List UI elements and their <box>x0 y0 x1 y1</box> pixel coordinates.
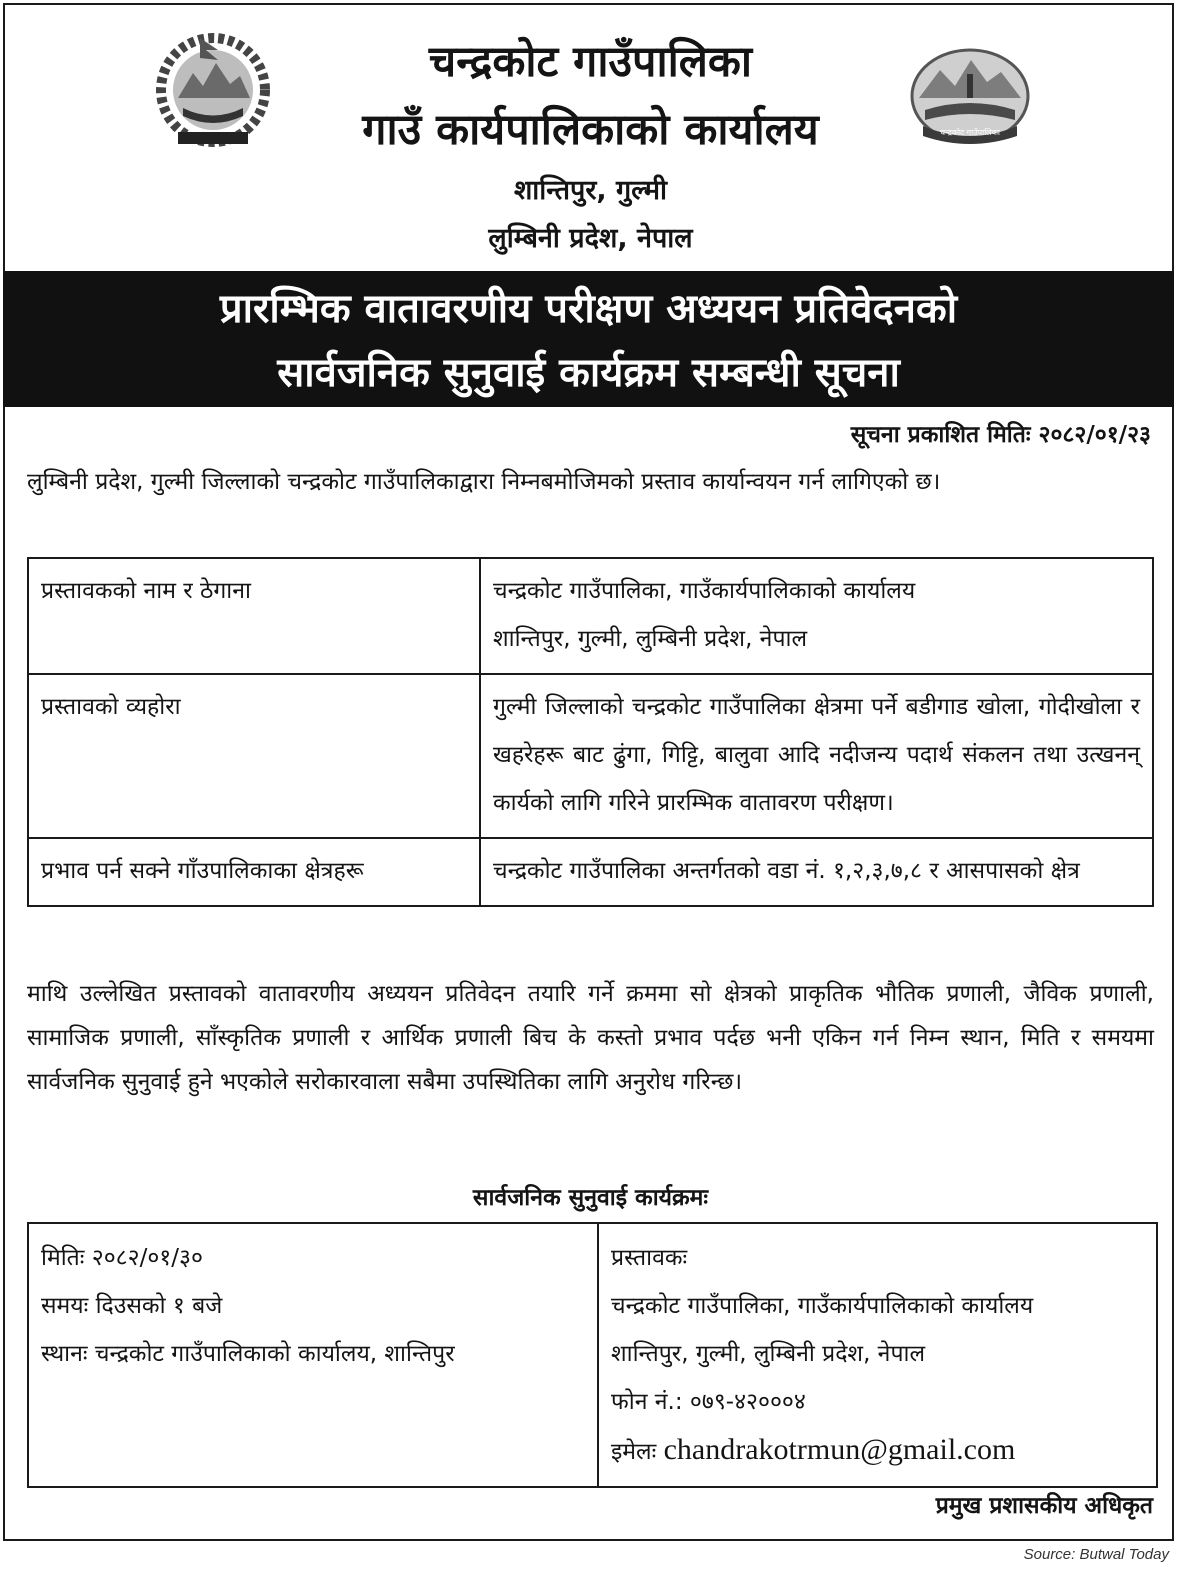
office-name: गाउँ कार्यपालिकाको कार्यालय <box>362 105 819 155</box>
source-credit: Source: Butwal Today <box>1023 1546 1169 1563</box>
intro-paragraph: लुम्बिनी प्रदेश, गुल्मी जिल्लाको चन्द्रकोट गाउँपालिकाद्वारा निम्नबमोजिमको प्रस्ताव कार्यान्वयन गर्न लागिएको छ। <box>27 469 941 495</box>
hearing-details <box>28 1223 598 1487</box>
proposer-name-line-1: चन्द्रकोट गाउँपालिका, गाउँकार्यपालिकाको कार्यालय <box>493 578 916 604</box>
proposer-name-line-2: शान्तिपुर, गुल्मी, लुम्बिनी प्रदेश, नेपाल <box>493 626 808 652</box>
proposal-subject-label: प्रस्तावको व्यहोरा <box>28 674 480 838</box>
proposal-subject-value: गुल्मी जिल्लाको चन्द्रकोट गाउँपालिका क्षेत्रमा पर्ने बडीगाड खोला, गोदीखोला र खहरेहरू बाट ढुंगा, गिट्टि, बालुवा आदि नदीजन्य पदार्थ संकलन तथा उत्खनन् कार्यको लागि गरिने प्रारम्भिक वातावरण परीक्षण। <box>480 674 1153 838</box>
proposal-table <box>27 557 1154 907</box>
hearing-time: समयः दिउसको १ बजे <box>41 1293 223 1319</box>
table-row <box>28 674 1153 838</box>
hearing-schedule-table <box>27 1222 1158 1488</box>
hearing-schedule-title: सार्वजनिक सुनुवाई कार्यक्रमः <box>472 1185 709 1211</box>
email-address[interactable]: chandrakotrmun@gmail.com <box>663 1433 1016 1466</box>
body-paragraph: माथि उल्लेखित प्रस्तावको वातावरणीय अध्ययन प्रतिवेदन तयारि गर्ने क्रममा सो क्षेत्रको प्राकृतिक भौतिक प्रणाली, जैविक प्रणाली, सामाजिक प्रणाली, साँस्कृतिक प्रणाली र आर्थिक प्रणाली बिच के कस्तो प्रभाव पर्दछ भनी एकिन गर्न निम्न स्थान, मिति र समयमा सार्वजनिक सुनुवाई हुने भएकोले सरोकारवाला सबैमा उपस्थितिका लागि अनुरोध गरिन्छ। <box>27 981 1154 1095</box>
address-line-1: शान्तिपुर, गुल्मी <box>513 175 668 206</box>
address-line-2: लुम्बिनी प्रदेश, नेपाल <box>488 223 693 254</box>
notice-title-line-1: प्रारम्भिक वातावरणीय परीक्षण अध्ययन प्रतिवेदनको <box>219 286 958 332</box>
affected-areas-value: चन्द्रकोट गाउँपालिका अन्तर्गतको वडा नं. १,२,३,७,८ र आसपासको क्षेत्र <box>480 838 1153 906</box>
hearing-date: मितिः २०८२/०१/३० <box>41 1245 203 1271</box>
proposer-name-value <box>480 558 1153 674</box>
table-row <box>28 838 1153 906</box>
proposer-name-label: प्रस्तावकको नाम र ठेगाना <box>28 558 480 674</box>
municipality-logo-caption: चन्द्रकोट गाउँपालिका <box>940 128 1000 137</box>
table-row <box>28 558 1153 674</box>
proposer-email-row <box>611 1426 1144 1476</box>
proposer-label: प्रस्तावकः <box>611 1245 688 1271</box>
proposer-line-2: शान्तिपुर, गुल्मी, लुम्बिनी प्रदेश, नेपाल <box>611 1341 926 1367</box>
notice-title-banner <box>3 271 1174 407</box>
notice-title-line-2: सार्वजनिक सुनुवाई कार्यक्रम सम्बन्धी सूचना <box>277 350 900 396</box>
org-name: चन्द्रकोट गाउँपालिका <box>428 37 753 87</box>
proposer-contact <box>598 1223 1157 1487</box>
hearing-place: स्थानः चन्द्रकोट गाउँपालिकाको कार्यालय, शान्तिपुर <box>41 1341 455 1367</box>
proposer-line-1: चन्द्रकोट गाउँपालिका, गाउँकार्यपालिकाको कार्यालय <box>611 1293 1034 1319</box>
proposer-phone: फोन नं.: ०७९-४२०००४ <box>611 1389 806 1415</box>
publish-date: सूचना प्रकाशित मितिः २०८२/०१/२३ <box>850 422 1151 448</box>
affected-areas-label: प्रभाव पर्न सक्ने गाँउपालिकाका क्षेत्रहरू <box>28 838 480 906</box>
signatory: प्रमुख प्रशासकीय अधिकृत <box>935 1493 1153 1519</box>
email-label: इमेलः <box>611 1439 657 1465</box>
